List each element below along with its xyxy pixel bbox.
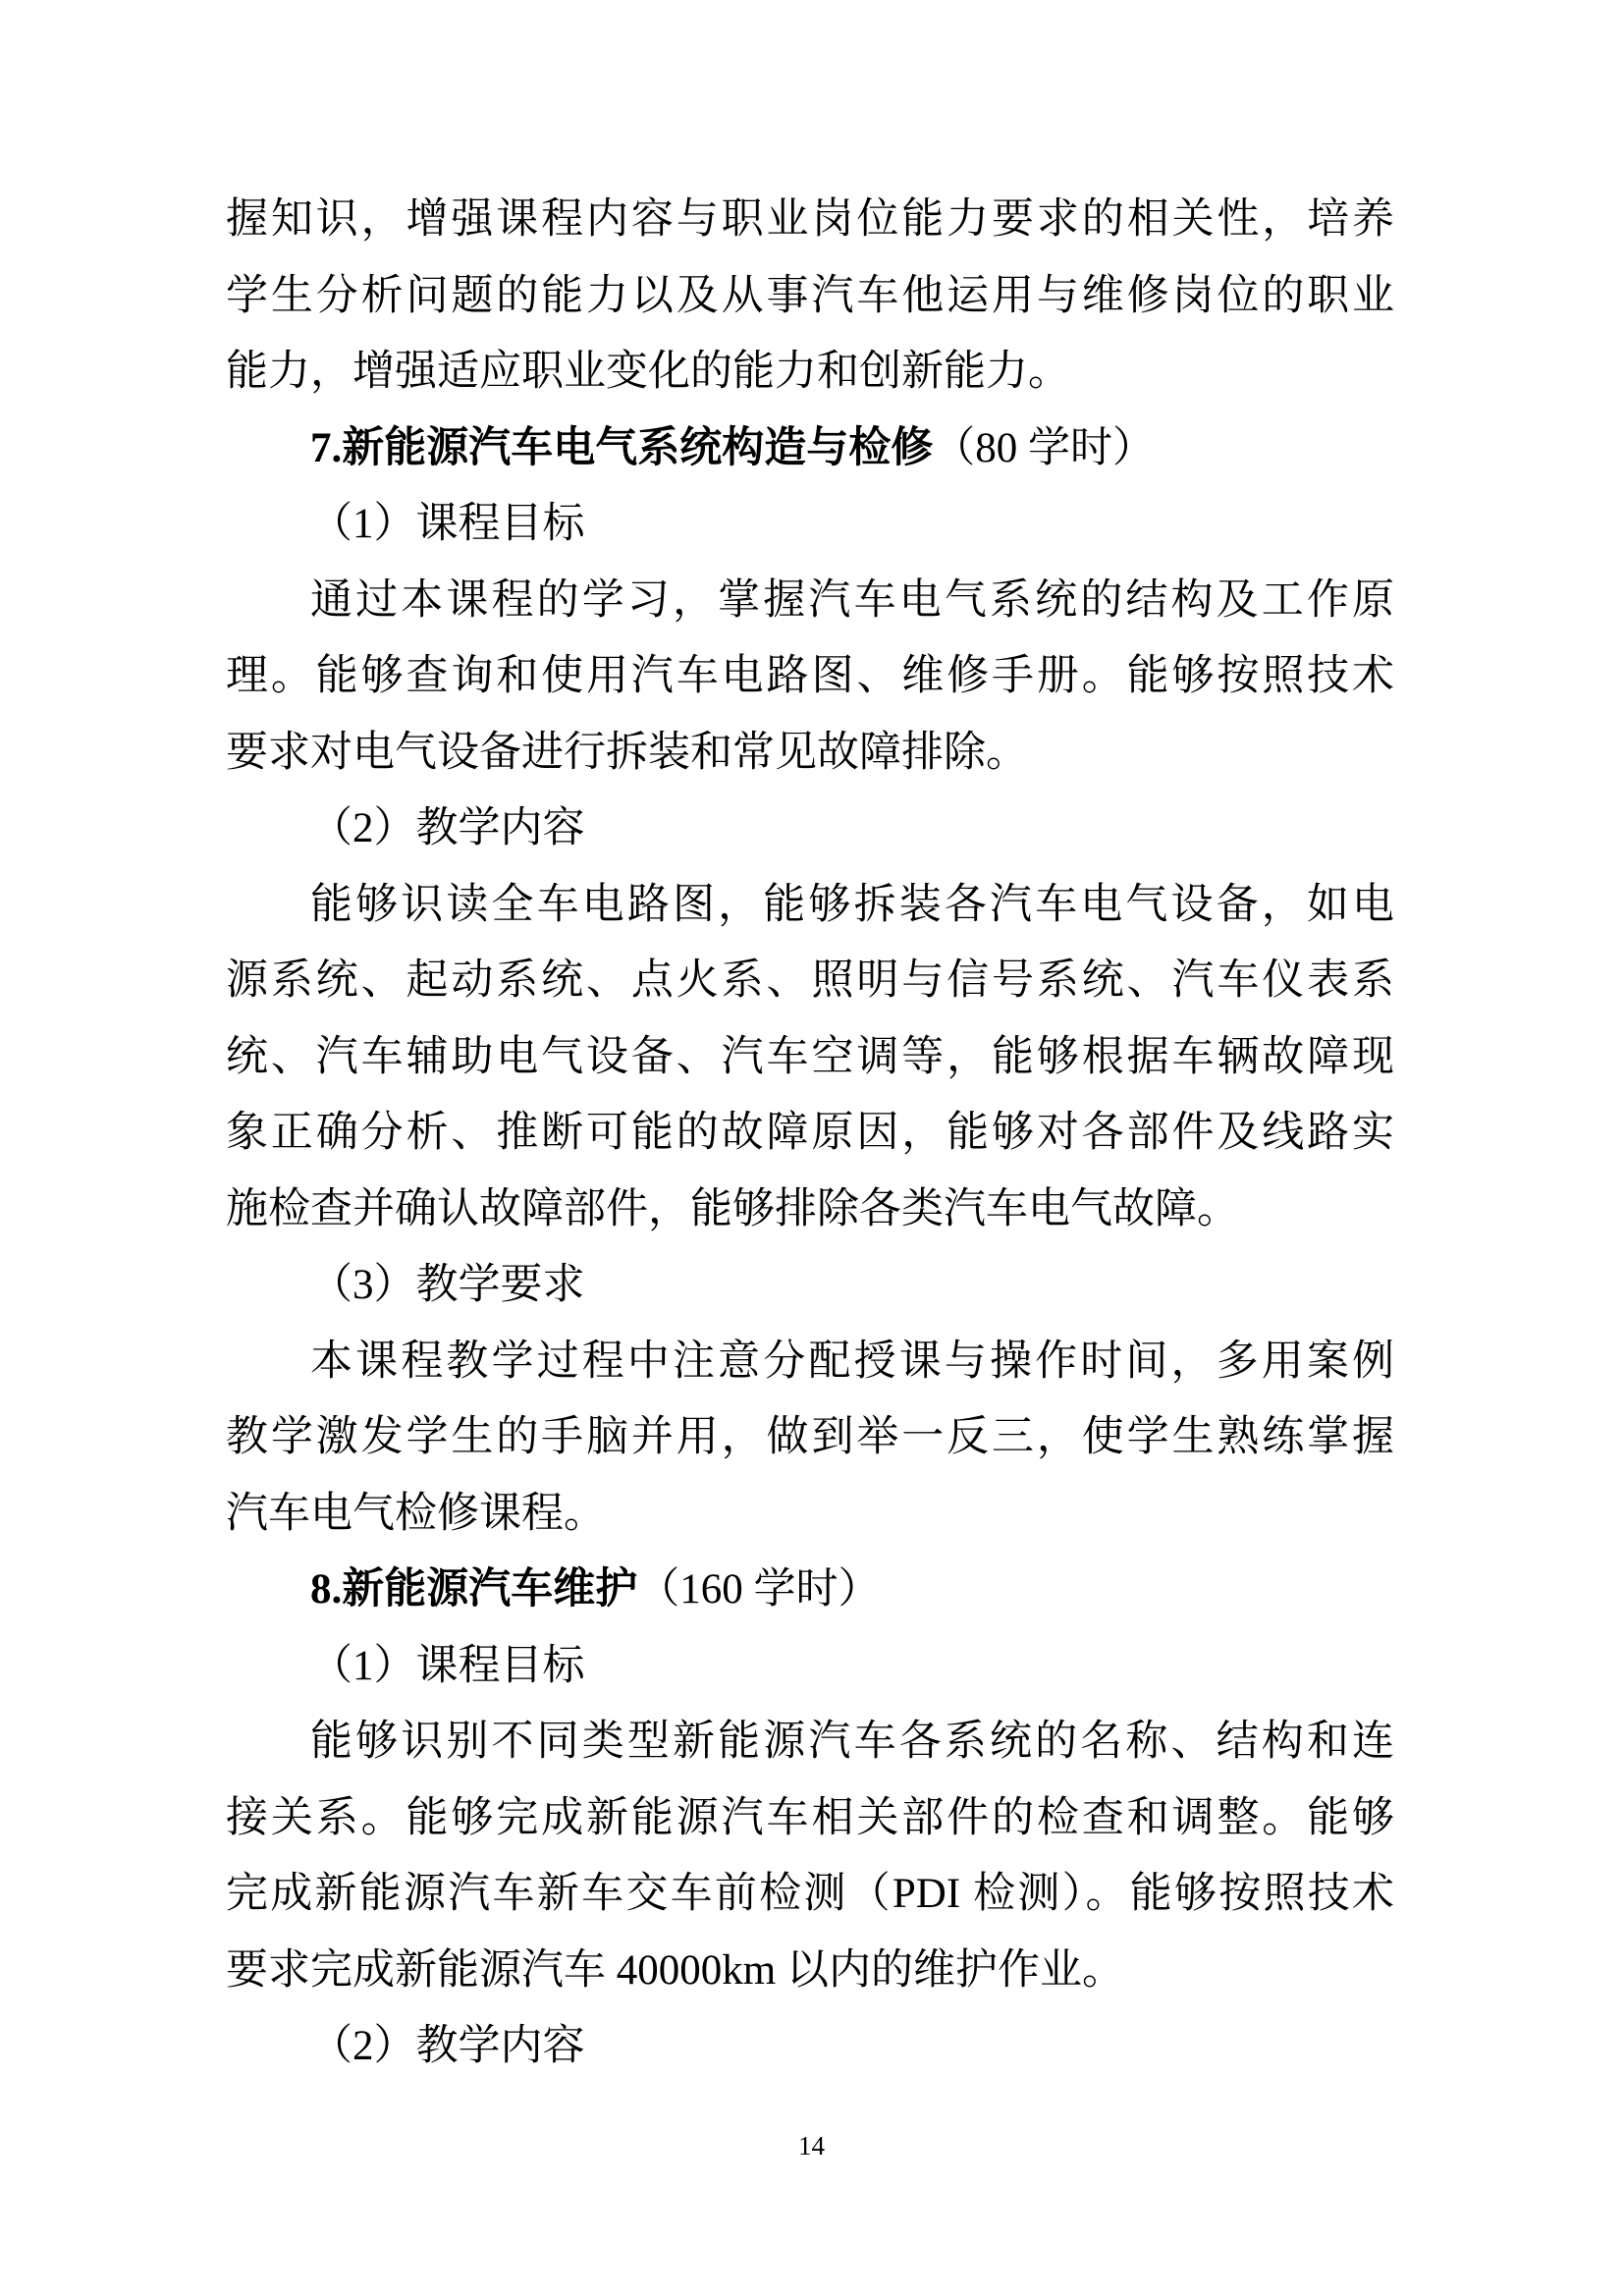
text-line — [226, 1247, 1394, 1324]
text-line — [226, 1476, 1394, 1553]
text-line — [226, 486, 1394, 563]
document-body — [226, 182, 1394, 2085]
line-text: 握知识，增强课程内容与职业岗位能力要求的相关性，培养 — [226, 196, 1394, 243]
line-text: 通过本课程的学习，掌握汽车电气系统的结构及工作原 — [310, 576, 1394, 624]
line-text: 接关系。能够完成新能源汽车相关部件的检查和调整。能够 — [226, 1794, 1394, 1841]
line-text: 统、汽车辅助电气设备、汽车空调等，能够根据车辆故障现 — [226, 1033, 1394, 1080]
text-line — [226, 334, 1394, 410]
text-line — [226, 1704, 1394, 1780]
heading-title: 8.新能源汽车维护 — [310, 1566, 638, 1613]
text-line — [226, 1172, 1394, 1248]
text-line — [226, 1780, 1394, 1857]
line-text: （3）教学要求 — [310, 1262, 585, 1308]
line-text: （2）教学内容 — [310, 2023, 585, 2069]
line-text: 要求对电气设备进行拆装和常见故障排除。 — [226, 729, 1028, 776]
line-text: （160 学时） — [637, 1566, 881, 1613]
line-text: 能力，增强适应职业变化的能力和创新能力。 — [226, 349, 1070, 395]
heading-line — [226, 1552, 1394, 1628]
line-text: 施检查并确认故障部件，能够排除各类汽车电气故障。 — [226, 1185, 1239, 1232]
text-line — [226, 258, 1394, 335]
text-line — [226, 867, 1394, 944]
text-line — [226, 1933, 1394, 2009]
text-line — [226, 1856, 1394, 1933]
line-text: 汽车电气检修课程。 — [226, 1490, 606, 1537]
text-line — [226, 182, 1394, 258]
page-number: 14 — [798, 2131, 825, 2160]
text-line — [226, 638, 1394, 715]
heading-title: 7.新能源汽车电气系统构造与检修 — [310, 424, 934, 471]
text-line — [226, 1095, 1394, 1172]
line-text: （1）课程目标 — [310, 501, 585, 547]
line-text: 理。能够查询和使用汽车电路图、维修手册。能够按照技术 — [226, 653, 1394, 699]
line-text: 能够识别不同类型新能源汽车各系统的名称、结构和连 — [310, 1719, 1394, 1765]
line-text: 象正确分析、推断可能的故障原因，能够对各部件及线路实 — [226, 1110, 1394, 1156]
text-line — [226, 791, 1394, 867]
text-line — [226, 1324, 1394, 1400]
line-text: 本课程教学过程中注意分配授课与操作时间，多用案例 — [310, 1338, 1394, 1385]
line-text: 完成新能源汽车新车交车前检测（PDI 检测）。能够按照技术 — [226, 1871, 1394, 1917]
text-line — [226, 1399, 1394, 1476]
line-text: （1）课程目标 — [310, 1642, 585, 1689]
line-text: 学生分析问题的能力以及从事汽车他运用与维修岗位的职业 — [226, 272, 1394, 319]
line-text: 源系统、起动系统、点火系、照明与信号系统、汽车仪表系 — [226, 957, 1394, 1004]
text-line — [226, 943, 1394, 1019]
text-line — [226, 1628, 1394, 1705]
line-text: （2）教学内容 — [310, 805, 585, 851]
line-text: 教学激发学生的手脑并用，做到举一反三，使学生熟练掌握 — [226, 1414, 1394, 1460]
text-line — [226, 2008, 1394, 2085]
text-line — [226, 1019, 1394, 1096]
heading-line — [226, 410, 1394, 487]
text-line — [226, 563, 1394, 639]
line-text: 要求完成新能源汽车 40000km 以内的维护作业。 — [226, 1946, 1124, 1994]
text-line — [226, 715, 1394, 792]
line-text: 能够识读全车电路图，能够拆装各汽车电气设备，如电 — [310, 881, 1394, 928]
line-text: （80 学时） — [933, 424, 1155, 471]
